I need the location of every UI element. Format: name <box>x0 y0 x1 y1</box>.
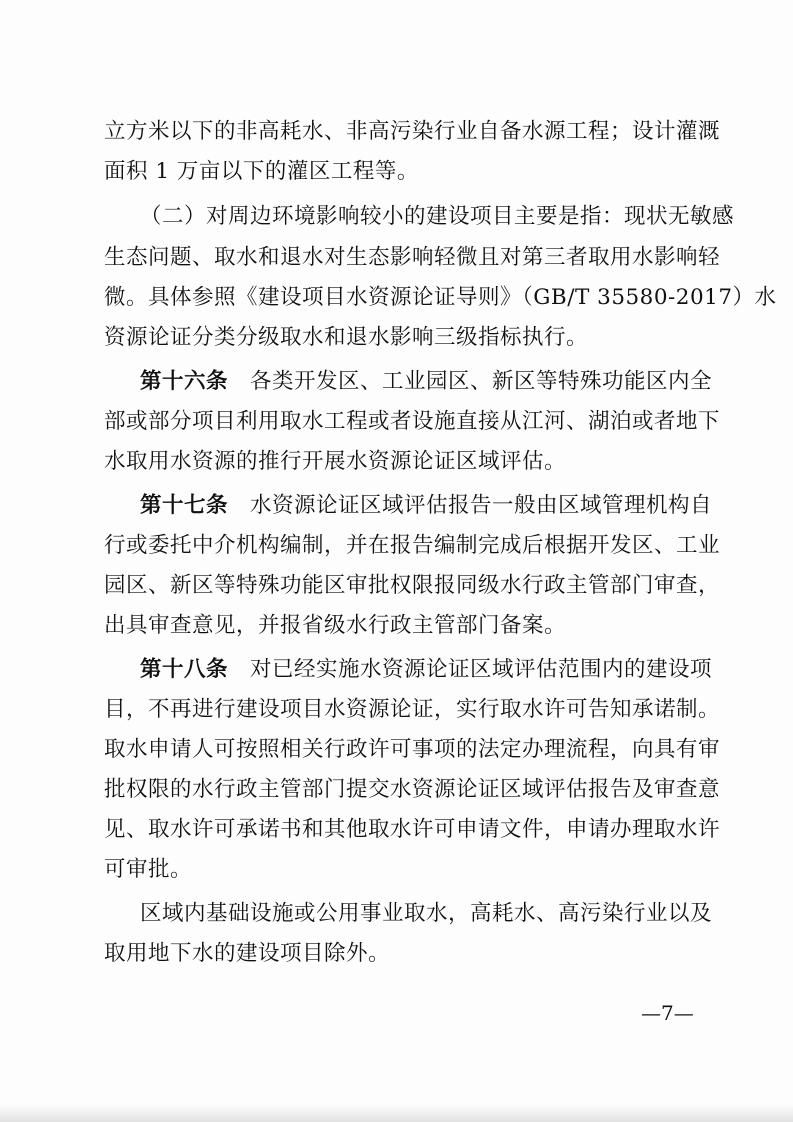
scan-bottom-edge <box>0 1104 793 1122</box>
text-line: 目，不再进行建设项目水资源论证，实行取水许可告知承诺制。 <box>104 697 721 722</box>
text-line: 微。具体参照《建设项目水资源论证导则》（GB/T 35580-2017）水 <box>104 285 777 310</box>
article-text: 水资源论证区域评估报告一般由区域管理机构自 <box>250 493 713 518</box>
text-line: 行或委托中介机构编制，并在报告编制完成后根据开发区、工业 <box>104 533 721 558</box>
article-label: 第十八条 <box>140 657 229 682</box>
text-line: 部或部分项目利用取水工程或者设施直接从江河、湖泊或者地下 <box>104 409 721 434</box>
article-text: 各类开发区、工业园区、新区等特殊功能区内全 <box>250 369 713 394</box>
text-line: 生态问题、取水和退水对生态影响轻微且对第三者取用水影响轻 <box>104 245 721 270</box>
text-line: 取用地下水的建设项目除外。 <box>104 941 391 966</box>
text-line: 见、取水许可承诺书和其他取水许可申请文件，申请办理取水许 <box>104 817 721 842</box>
text-line: 水取用水资源的推行开展水资源论证区域评估。 <box>104 449 567 474</box>
article-16-line <box>140 367 712 397</box>
text-line: 取水申请人可按照相关行政许可事项的法定办理流程，向具有审 <box>104 737 721 762</box>
text-line: 面积 1 万亩以下的灌区工程等。 <box>104 159 419 184</box>
text-line: 立方米以下的非高耗水、非高污染行业自备水源工程；设计灌溉 <box>104 119 721 144</box>
text-line: 资源论证分类分级取水和退水影响三级指标执行。 <box>104 325 589 350</box>
article-18-line <box>140 655 712 685</box>
text-line: 出具审查意见，并报省级水行政主管部门备案。 <box>104 613 567 638</box>
text-line: （二）对周边环境影响较小的建设项目主要是指：现状无敏感 <box>140 204 735 229</box>
page-number: —7— <box>641 1001 694 1025</box>
article-text: 对已经实施水资源论证区域评估范围内的建设项 <box>250 657 713 682</box>
article-label: 第十六条 <box>140 369 229 394</box>
article-label: 第十七条 <box>140 493 229 518</box>
text-line: 区域内基础设施或公用事业取水，高耗水、高污染行业以及 <box>140 901 713 926</box>
article-17-line <box>140 491 712 521</box>
text-line: 园区、新区等特殊功能区审批权限报同级水行政主管部门审查， <box>104 573 721 598</box>
text-line: 批权限的水行政主管部门提交水资源论证区域评估报告及审查意 <box>104 777 721 802</box>
text-line: 可审批。 <box>104 857 193 882</box>
